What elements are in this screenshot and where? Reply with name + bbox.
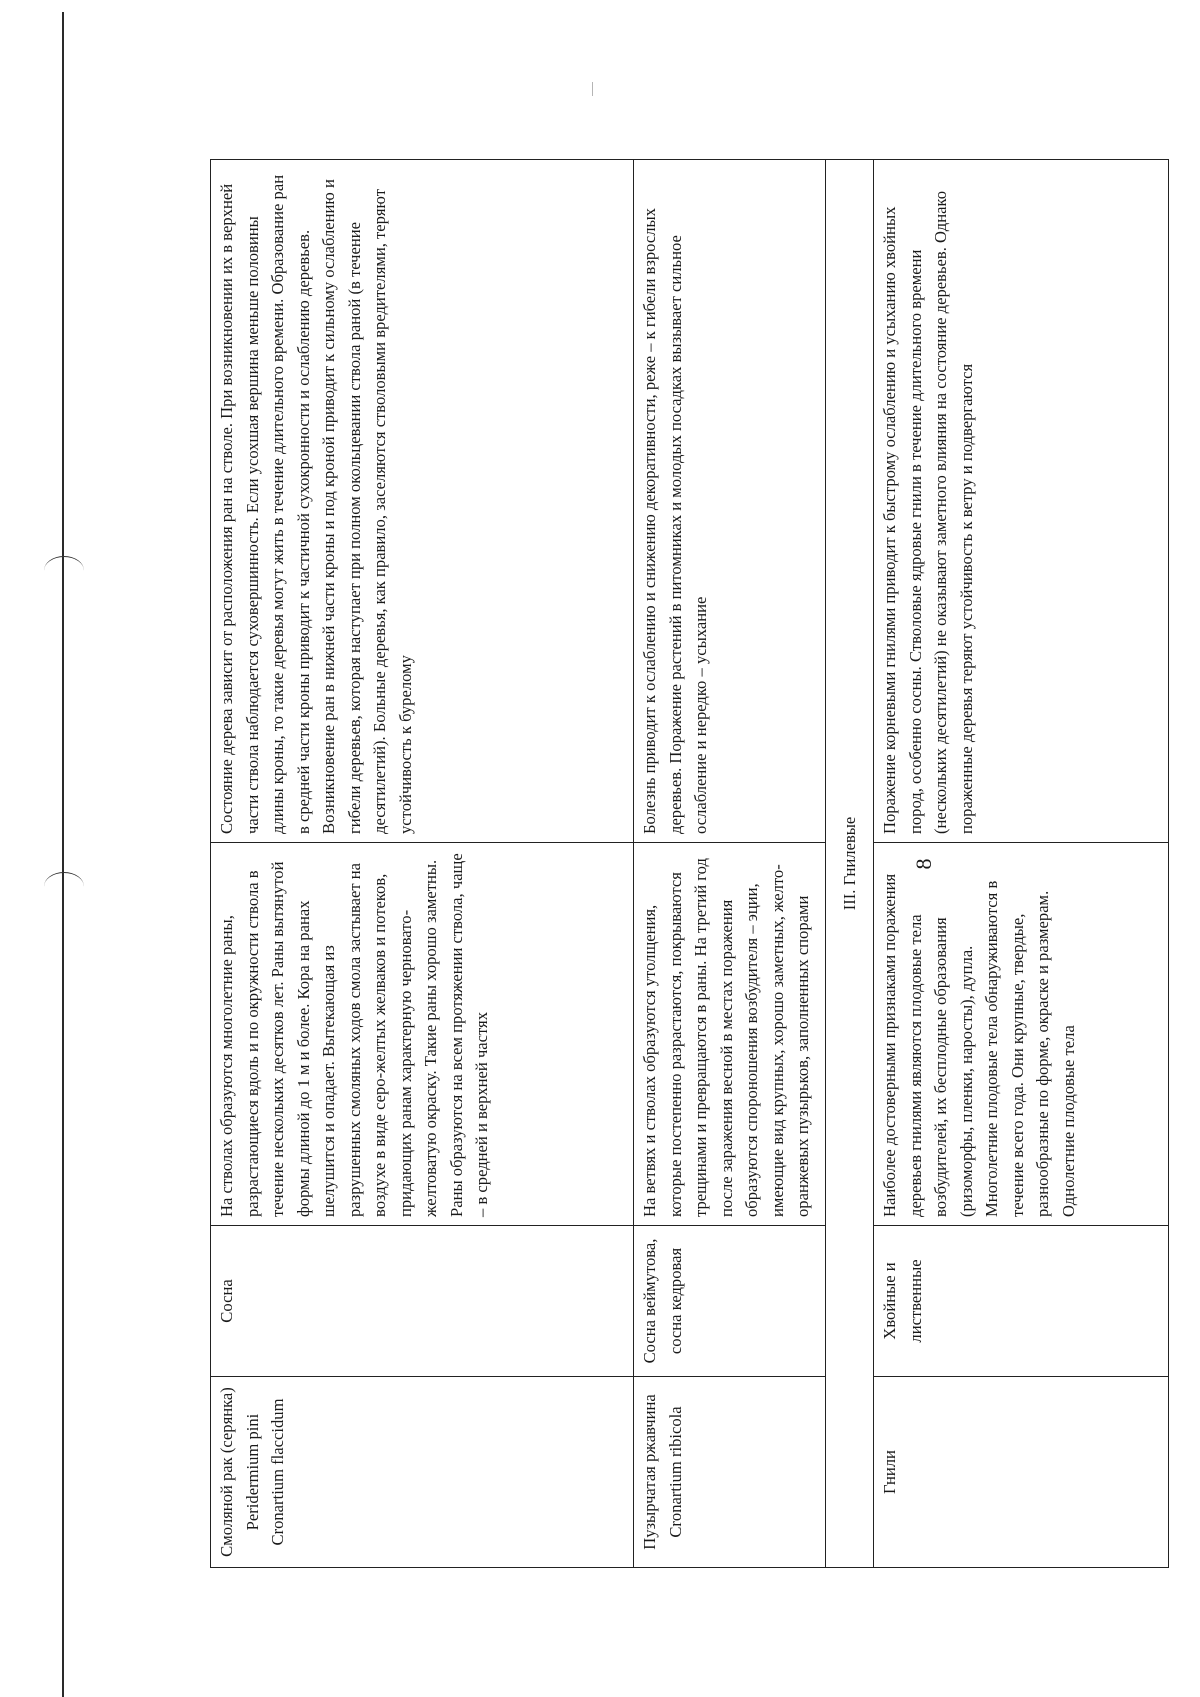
significance-cell: Состояние дерева зависит от расположения ран на стволе. При возникновении их в верхней части ствола наблюдается суховершинность. Если усохшая вершина меньше половины длины кроны, то такие деревья могут жить в течение длительного времени. Образование ран в средней части кроны приводит к частичной сухокронности и ослаблению деревьев. Возникновение ран в нижней части кроны и под кроной приводит к сильному ослаблению и гибели деревьев, которая наступает при полном окольцевании ствола раной (в течение десятилетий). Больные деревья, как правило, заселяются стволовыми вредителями, теряют устойчивость к бурелому	[211, 160, 634, 843]
section-row	[826, 160, 874, 1568]
disease-name-cell	[634, 1377, 826, 1568]
disease-name-cell	[874, 1377, 1169, 1568]
table-row	[634, 160, 826, 1568]
symptoms-cell: На ветвях и стволах образуются утолщения, которые постепенно разрастаются, покрываются трещинами и превращаются в раны. На третий год после заражения весной в местах поражения образуются спороношения возбудителя – эции, имеющие вид крупных, хорошо заметных, желто-оранжевых пузырьков, заполненных спорами	[634, 843, 826, 1226]
disease-name: Пузырчатая ржавчина	[640, 1394, 659, 1550]
section-header	[826, 160, 874, 1568]
disease-table	[210, 159, 1169, 1568]
host-cell	[634, 1226, 826, 1377]
section-title: III. Гнилевые	[839, 816, 859, 911]
scan-binding-line	[62, 12, 64, 1697]
host-species: Сосна	[217, 1279, 236, 1323]
symptoms-cell: На стволах образуются многолетние раны, разрастающиеся вдоль и по окружности ствола в течение нескольких десятков лет. Раны вытянутой формы длиной до 1 м и более. Кора на ранах шелушится и опадает. Вытекающая из разрушенных смоляных ходов смола застывает на воздухе в виде серо-желтых желваков и потеков, придающих ранам характерную черновато-желтоватую окраску. Такие раны хорошо заметны. Раны образуются на всем протяжении ствола, чаще – в средней и верхней частях	[211, 843, 634, 1226]
significance-cell: Болезнь приводит к ослаблению и снижению декоративности, реже – к гибели взрослых деревьев. Поражение растений в питомниках и молодых посадках вызывает сильное ослабление и нередко – усыхание	[634, 160, 826, 843]
pathogen-latin-name: Cronartium flaccidum	[268, 1398, 287, 1546]
disease-name-cell	[211, 1377, 634, 1568]
pathogen-latin-name: Peridermium pini	[242, 1413, 262, 1531]
host-species: Сосна веймутова, сосна кедровая	[640, 1238, 685, 1364]
table-row	[874, 160, 1169, 1568]
table-row	[211, 160, 634, 1568]
significance-cell: Поражение корневыми гнилями приводит к быстрому ослаблению и усыханию хвойных пород, особенно сосны. Стволовые ядровые гнили в течение длительного времени (нескольких десятилетий) не оказывают заметного влияния на состояние деревьев. Однако пораженные деревья теряют устойчивость к ветру и подвергаются	[874, 160, 1169, 843]
punch-hole-mark	[44, 872, 84, 901]
symptoms-cell: Наиболее достоверными признаками поражения деревьев гнилями являются плодовые тела возбудителей, их бесплодные образования (ризоморфы, пленки, наросты), дупла. Многолетние плодовые тела обнаруживаются в течение всего года. Они крупные, твердые, разнообразные по форме, окраске и размерам. Однолетние плодовые тела	[874, 843, 1169, 1226]
host-cell	[211, 1226, 634, 1377]
rotated-page-content	[210, 160, 1168, 1568]
scan-artifact-mark	[592, 82, 593, 96]
host-species: Хвойные и лиственные	[880, 1259, 925, 1343]
page-number: 8	[911, 858, 936, 870]
disease-name: Смоляной рак (серянка)	[217, 1387, 236, 1557]
punch-hole-mark	[44, 556, 84, 585]
pathogen-latin-name: Cronartium ribicola	[665, 1406, 685, 1538]
disease-name: Гнили	[880, 1450, 899, 1494]
host-cell	[874, 1226, 1169, 1377]
